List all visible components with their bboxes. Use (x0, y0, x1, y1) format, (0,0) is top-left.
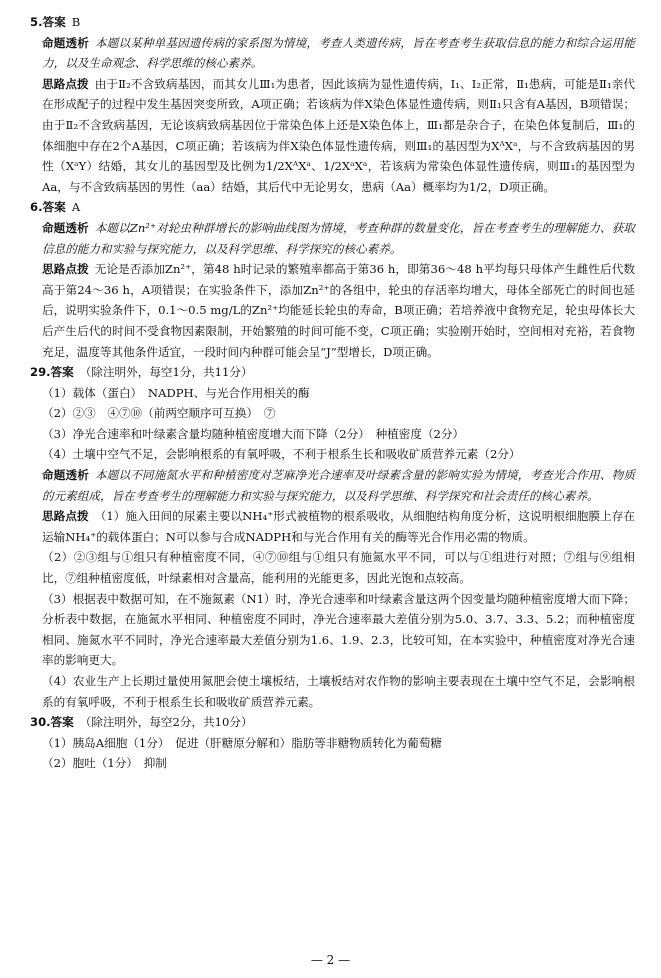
page-number: — 2 — (310, 953, 351, 967)
q29-answer-label: 答案 (50, 365, 74, 380)
q29-answer-2: （2）②③ ④⑦⑩（前两空顺序可互换） ⑦ (42, 406, 276, 421)
q29-intro-text: 本题以不同施氮水平和种植密度对芝麻净光合速率及叶绿素含量的影响实验为情境，考查光合作用、物质的元素组成，旨在考查考生的理解能力和实验与探究能力，以及科学思维、科学探究和社会责任的核心素养。 (42, 468, 635, 503)
q30-number: 30. (30, 715, 51, 730)
q5-intro-text: 本题以某种单基因遗传病的家系图为情境，考查人类遗传病，旨在考查考生获取信息的能力和综合运用能力，以及生命观念、科学思维的核心素养。 (42, 35, 635, 71)
q29-idea-1 (30, 506, 635, 547)
q6-intro (30, 218, 635, 259)
q5-header (30, 12, 635, 33)
q29-answer-value: （除注明外，每空1分，共11分） (79, 365, 253, 380)
q30-answer-label: 答案 (50, 715, 74, 730)
q6-idea-label: 思路点拨 (42, 262, 89, 277)
q5-idea (30, 74, 635, 198)
q30-answer-value: （除注明外，每空2分，共10分） (79, 715, 253, 730)
q29-answer-1: （1）载体（蛋白） NADPH、与光合作用相关的酶 (42, 385, 310, 400)
q6-answer-label: 答案 (42, 200, 66, 215)
q5-answer-label: 答案 (42, 15, 66, 29)
q29-answer-4: （4）土壤中空气不足，会影响根系的有氧呼吸，不利于根系生长和吸收矿质营养元素（2分） (42, 447, 521, 462)
q29-idea-3: （3）根据表中数据可知，在不施氮素（N1）时，净光合速率和叶绿素含量这两个因变量均随种植密度增大而下降；分析表中数据，在施氮水平相同、种植密度不同时，净光合速率最大差值分别为5.0、3.7、3.3、5.2；而种植密度相同、施氮水平不同时，净光合速率最大差值分别为1.6、1.9、2.3，比较可知，在本实验中，种植密度对净光合速率的影响更大。 (42, 591, 635, 668)
q29-intro (30, 465, 635, 506)
q6-idea-text: 无论是否添加Zn²⁺，第48 h时记录的繁殖率都高于第36 h，即第36～48 h平均每只母体产生雌性后代数高于第24～36 h，A项错误；在实验条件下，添加Zn²⁺的各组中，轮虫的存活率均增大，母体全部死亡的时间也延后，说明实验条件下，0.1～0.5 mg/L的Zn²⁺均能延长轮虫的寿命，B项正确；若培养液中食物充足，轮虫母体长大后产生后代的时间不受食物因素限制，开始繁殖的时间可能不变，C项正确；实验刚开始时，空间相对充裕，若食物充足，温度等其他条件适宜，一段时间内种群可能会呈“J”型增长，D项正确。 (42, 262, 635, 359)
q29-number: 29. (30, 365, 51, 380)
q29-answer-3: （3）净光合速率和叶绿素含量均随种植密度增大而下降（2分） 种植密度（2分） (42, 426, 465, 441)
q30-answer-2: （2）胞吐（1分） 抑制 (42, 756, 167, 771)
q29-idea-4: （4）农业生产上长期过量使用氮肥会使土壤板结，土壤板结对农作物的影响主要表现在土壤中空气不足，会影响根系的有氧呼吸，不利于根系生长和吸收矿质营养元素。 (42, 674, 635, 709)
q6-intro-text: 本题以Zn²⁺对轮虫种群增长的影响曲线图为情境，考查种群的数量变化，旨在考查考生的理解能力、获取信息的能力和实验与探究能力，以及科学思维、科学探究的核心素养。 (42, 220, 635, 256)
q29-intro-label: 命题透析 (42, 468, 89, 483)
q5-number: 5. (30, 15, 43, 29)
q29-idea-label: 思路点拨 (42, 509, 89, 524)
q6-intro-label: 命题透析 (42, 220, 89, 235)
q6-answer-value: A (71, 200, 81, 215)
q6-idea (30, 259, 635, 362)
q5-idea-label: 思路点拨 (42, 76, 89, 91)
q29-header (30, 362, 635, 383)
q29-idea-text-1: （1）施入田间的尿素主要以NH₄⁺形式被植物的根系吸收，从细胞结构角度分析，这说明根细胞膜上存在运输NH₄⁺的载体蛋白；N可以参与合成NADPH和与光合作用有关的酶等光合作用必需的物质。 (42, 509, 635, 544)
q5-idea-text: 由于Ⅱ₂不含致病基因，而其女儿Ⅲ₁为患者，因此该病为显性遗传病，Ⅰ₁、Ⅰ₂正常，Ⅱ₁患病，可能是Ⅱ₁亲代在形成配子的过程中发生基因突变所致，A项正确；若该病为伴X染色体显性遗传病，则Ⅱ₁只含有A基因，B项错误；由于Ⅱ₂不含致病基因，无论该病致病基因位于常染色体上还是X染色体上，Ⅲ₁都是杂合子，在染色体复制后，Ⅲ₁的体细胞中存在2个A基因，C项正确；若该病为伴X染色体显性遗传病，则Ⅲ₁的基因型为XᴬXᵃ，与不含致病基因的男性（XᵃY）结婚，其女儿的基因型及比例为1/2XᴬXᵃ、1/2XᵃXᵃ，若该病为常染色体显性遗传病，则Ⅲ₁的基因型为Aa，与不含致病基因的男性（aa）结婚，其后代中无论男女，患病（Aa）概率均为1/2，D项正确。 (42, 76, 635, 194)
q29-idea-2: （2）②③组与①组只有种植密度不同，④⑦⑩组与①组只有施氮水平不同，可以与①组进行对照；⑦组与⑨组相比，⑦组种植密度低，叶绿素相对含量高，能利用的光能更多，因此光饱和点较高。 (42, 550, 635, 586)
q5-intro-label: 命题透析 (42, 35, 89, 50)
q6-number: 6. (30, 200, 43, 215)
q5-intro (30, 33, 635, 74)
q30-header (30, 712, 635, 733)
q5-answer-value: B (71, 15, 81, 29)
q6-header (30, 197, 635, 218)
q30-answer-1: （1）胰岛A细胞（1分） 促进（肝糖原分解和）脂肪等非糖物质转化为葡萄糖 (42, 735, 442, 750)
